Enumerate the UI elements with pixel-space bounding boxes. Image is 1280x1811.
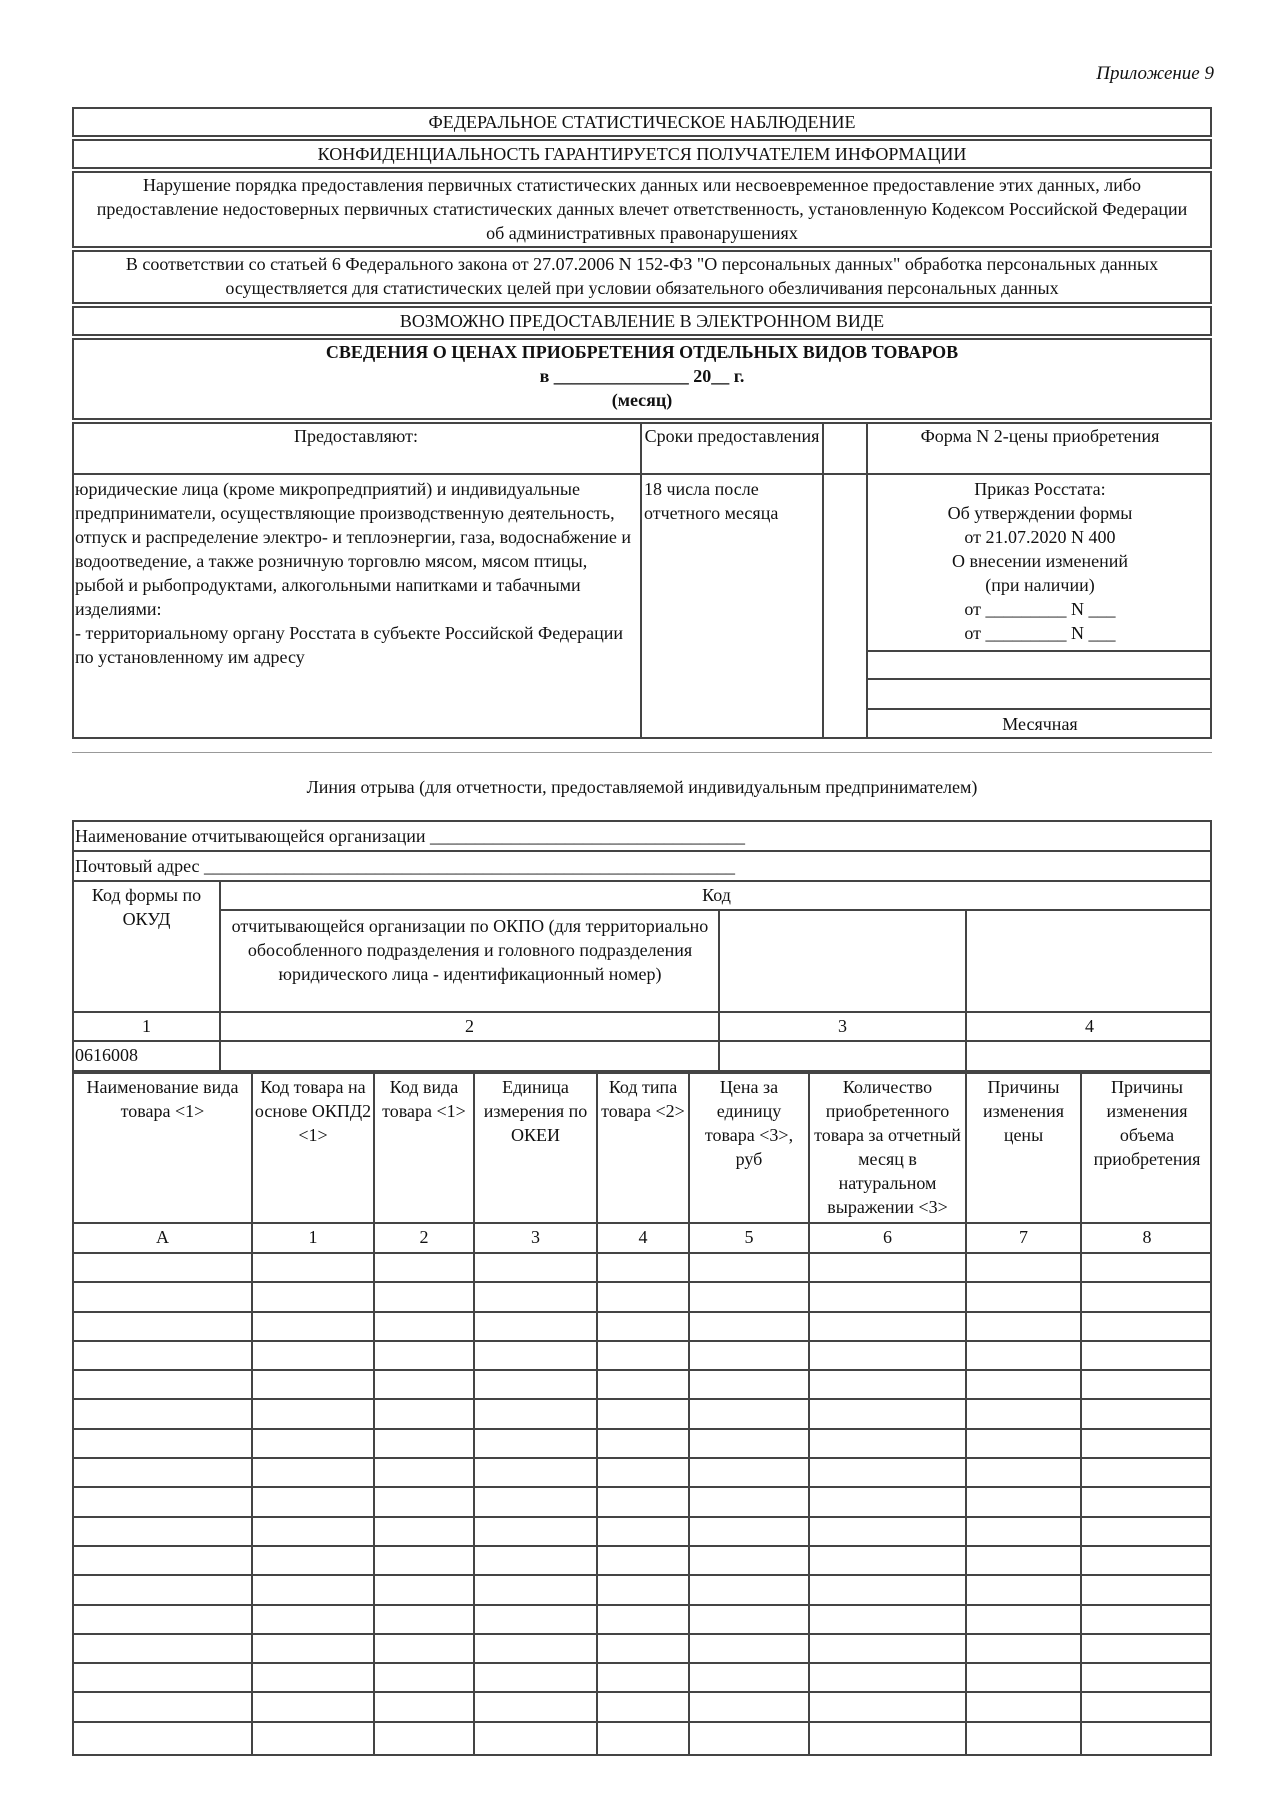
submitters-where: - территориальному органу Росстата в субъекте Российской Федерации по установленному им адресу — [75, 623, 624, 667]
table-row-line — [72, 1516, 1212, 1518]
th-volume-change-reason: Причины изменения объема приобретения — [1093, 1077, 1201, 1169]
table-row-line — [72, 1252, 1212, 1254]
order-line: от _________ N ___ — [964, 623, 1116, 643]
org-col-4: 4 — [1085, 1016, 1094, 1036]
column-code: А — [156, 1227, 169, 1247]
postal-address-field[interactable]: Почтовый адрес ___________________________________________________________ — [75, 856, 736, 876]
table-row-line — [72, 1662, 1212, 1664]
confidentiality-banner — [72, 139, 1212, 169]
okud-value: 0616008 — [75, 1045, 138, 1065]
submitters-text — [75, 477, 637, 669]
appendix-label: Приложение 9 — [1096, 63, 1214, 84]
order-info — [868, 477, 1212, 645]
submitters-header: Предоставляют: — [293, 426, 419, 446]
deadline-text: 18 числа после отчетного месяца — [644, 479, 779, 523]
table-row-line — [72, 1340, 1212, 1342]
org-name-field[interactable]: Наименование отчитывающейся организации ___________________________________ — [75, 826, 745, 846]
table-row-line — [72, 1691, 1212, 1693]
table-row-line — [72, 1486, 1212, 1488]
okpo-input[interactable] — [221, 1042, 718, 1070]
submitters-who: юридические лица (кроме микропредприятий) и индивидуальные предприниматели, осуществляющие производственную деятельность, отпуск и распределение электро- и теплоэнергии, газа, водоснабжение и водоотведение, а также розничную торговлю мясом, мясом птицы, рыбой и рыбопродуктами, алкогольными напитками и табачными изделиями: — [75, 479, 631, 619]
table-row-line — [72, 1281, 1212, 1283]
order-line: (при наличии) — [985, 575, 1095, 595]
table-row-line — [72, 1428, 1212, 1430]
code-input-3[interactable] — [720, 1042, 965, 1070]
okpo-header: отчитывающейся организации по ОКПО (для территориально обособленного подразделения и головного подразделения юридического лица - идентификационный номер) — [231, 916, 709, 984]
org-col-1: 1 — [142, 1016, 151, 1036]
table-row-line — [72, 1574, 1212, 1576]
form-title: СВЕДЕНИЯ О ЦЕНАХ ПРИОБРЕТЕНИЯ ОТДЕЛЬНЫХ ВИДОВ ТОВАРОВ — [325, 342, 959, 362]
th-goods-kind-code: Код типа товара <2> — [601, 1077, 685, 1121]
periodicity: Месячная — [1002, 714, 1078, 734]
table-row-line — [72, 1633, 1212, 1635]
form-month: (месяц) — [611, 390, 673, 410]
violation-notice — [72, 171, 1212, 248]
deadline-header: Сроки предоставления — [644, 426, 820, 446]
table-row-line — [72, 1457, 1212, 1459]
violation-text: Нарушение порядка предоставления первичных статистических данных или несвоевременное предоставление этих данных, либо предоставление недостоверных первичных статистических данных влечет ответственность, установленную Кодексом Российской Федерации об административных правонарушениях — [96, 175, 1188, 243]
code-header: Код — [702, 885, 731, 905]
order-line: от _________ N ___ — [964, 599, 1116, 619]
tear-line-label: Линия отрыва (для отчетности, предоставляемой индивидуальным предпринимателем) — [306, 777, 978, 797]
th-goods-type-code: Код вида товара <1> — [382, 1077, 466, 1121]
code-input-4[interactable] — [967, 1042, 1212, 1070]
org-col-2: 2 — [465, 1016, 474, 1036]
th-unit-price: Цена за единицу товара <3>, руб — [704, 1077, 794, 1169]
column-code: 8 — [1142, 1227, 1152, 1247]
order-line: О внесении изменений — [951, 551, 1129, 571]
order-line: Приказ Росстата: — [974, 479, 1106, 499]
order-line: Об утверждении формы — [947, 503, 1133, 523]
tear-line-divider — [72, 752, 1212, 753]
org-col-3: 3 — [838, 1016, 847, 1036]
electronic-banner — [72, 306, 1212, 336]
personal-data-notice — [72, 250, 1212, 304]
order-line: от 21.07.2020 N 400 — [964, 527, 1116, 547]
column-code: 4 — [638, 1227, 648, 1247]
th-okpd2-code: Код товара на основе ОКПД2 <1> — [254, 1077, 372, 1145]
column-code: 6 — [883, 1227, 892, 1247]
form-period: в _______________ 20__ г. — [539, 366, 745, 386]
th-price-change-reason: Причины изменения цены — [982, 1077, 1065, 1145]
goods-table — [72, 1072, 1212, 1756]
federal-text: ФЕДЕРАЛЬНОЕ СТАТИСТИЧЕСКОЕ НАБЛЮДЕНИЕ — [428, 112, 856, 132]
table-row-line — [72, 1721, 1212, 1723]
confidential-text: КОНФИДЕНЦИАЛЬНОСТЬ ГАРАНТИРУЕТСЯ ПОЛУЧАТЕЛЕМ ИНФОРМАЦИИ — [317, 144, 967, 164]
column-code: 1 — [308, 1227, 318, 1247]
okud-header: Код формы по ОКУД — [91, 885, 202, 929]
table-row-line — [72, 1311, 1212, 1313]
personal-data-text: В соответствии со статьей 6 Федерального закона от 27.07.2006 N 152-ФЗ "О персональных данных" обработка персональных данных осуществляется для статистических целей при условии обязательного обезличивания персональных данных — [125, 254, 1159, 298]
table-row-line — [72, 1604, 1212, 1606]
th-quantity: Количество приобретенного товара за отчетный месяц в натуральном выражении <3> — [814, 1077, 961, 1217]
table-row-line — [72, 1398, 1212, 1400]
th-okei-unit: Единица измерения по ОКЕИ — [483, 1077, 588, 1145]
column-code: 5 — [744, 1227, 754, 1247]
federal-observation-banner — [72, 107, 1212, 137]
table-row-line — [72, 1545, 1212, 1547]
form-number: Форма N 2-цены приобретения — [920, 426, 1160, 446]
form-title-box — [72, 338, 1212, 420]
column-code: 3 — [531, 1227, 540, 1247]
column-code: 7 — [1019, 1227, 1028, 1247]
table-row-line — [72, 1369, 1212, 1371]
electronic-text: ВОЗМОЖНО ПРЕДОСТАВЛЕНИЕ В ЭЛЕКТРОННОМ ВИДЕ — [399, 311, 885, 331]
th-goods-name: Наименование вида товара <1> — [86, 1077, 239, 1121]
column-code: 2 — [419, 1227, 429, 1247]
